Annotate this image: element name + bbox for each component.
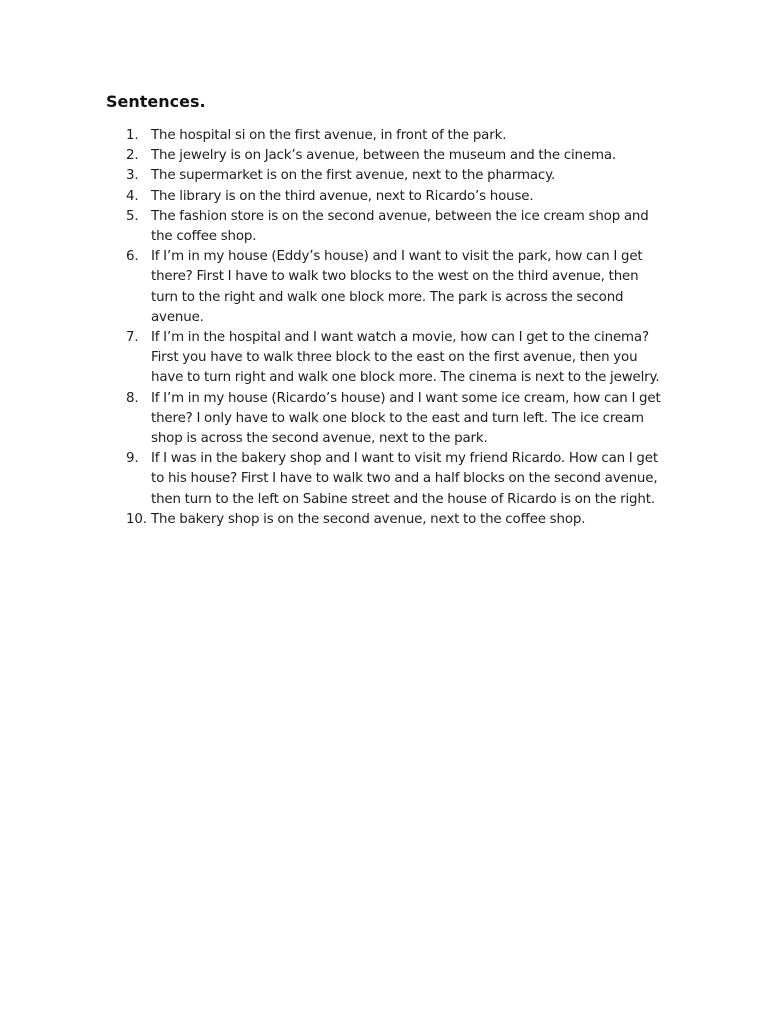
sentence-item-5	[126, 207, 666, 247]
sentence-text: The bakery shop is on the second avenue, next to the coffee shop.	[151, 511, 586, 527]
sentence-text: If I’m in my house (Eddy’s house) and I want to visit the park, how can I get there? First I have to walk two blocks to the west on the third avenue, then turn to the right and walk one block more. The park is across the second avenue.	[151, 249, 643, 325]
sentence-item-8	[126, 389, 666, 450]
sentence-text: If I’m in my house (Ricardo’s house) and I want some ice cream, how can I get there? I only have to walk one block to the east and turn left. The ice cream shop is across the second avenue, next to the park.	[151, 390, 661, 447]
sentence-item-6	[126, 247, 666, 328]
sentence-number: 6.	[126, 249, 139, 265]
sentence-text: If I was in the bakery shop and I want to visit my friend Ricardo. How can I get to his house? First I have to walk two and a half blocks on the second avenue, then turn to the left on Sabine street and the house of Ricardo is on the right.	[151, 451, 658, 507]
sentence-number: 7.	[126, 330, 139, 346]
sentence-text: The fashion store is on the second avenue, between the ice cream shop and the coffee shop.	[151, 208, 649, 245]
sentence-item-2	[126, 146, 666, 166]
sentence-list	[126, 126, 666, 530]
sentence-number: 9.	[126, 451, 139, 467]
sentence-text: The hospital si on the first avenue, in front of the park.	[151, 128, 507, 143]
sentence-number: 10.	[126, 511, 147, 527]
sentence-item-7	[126, 328, 666, 389]
document-title: Sentences.	[106, 92, 206, 111]
sentence-number: 3.	[126, 168, 139, 184]
sentence-text: The supermarket is on the first avenue, next to the pharmacy.	[151, 168, 556, 184]
sentence-item-9	[126, 449, 666, 510]
sentence-item-10	[126, 510, 666, 530]
sentence-text: If I’m in the hospital and I want watch a movie, how can I get to the cinema? First you have to walk three block to the east on the first avenue, then you have to turn right and walk one block more. The cinema is next to the jewelry.	[151, 330, 660, 386]
sentence-item-3	[126, 166, 666, 186]
sentence-item-1	[126, 126, 666, 146]
sentence-number: 2.	[126, 148, 139, 164]
sentence-number: 8.	[126, 390, 139, 406]
sentence-text: The library is on the third avenue, next to Ricardo’s house.	[151, 188, 534, 204]
sentence-text: The jewelry is on Jack’s avenue, between the museum and the cinema.	[151, 148, 617, 164]
sentence-number: 5.	[126, 208, 139, 224]
sentence-item-4	[126, 187, 666, 207]
sentence-number: 4.	[126, 188, 139, 204]
sentence-number: 1.	[126, 128, 139, 143]
